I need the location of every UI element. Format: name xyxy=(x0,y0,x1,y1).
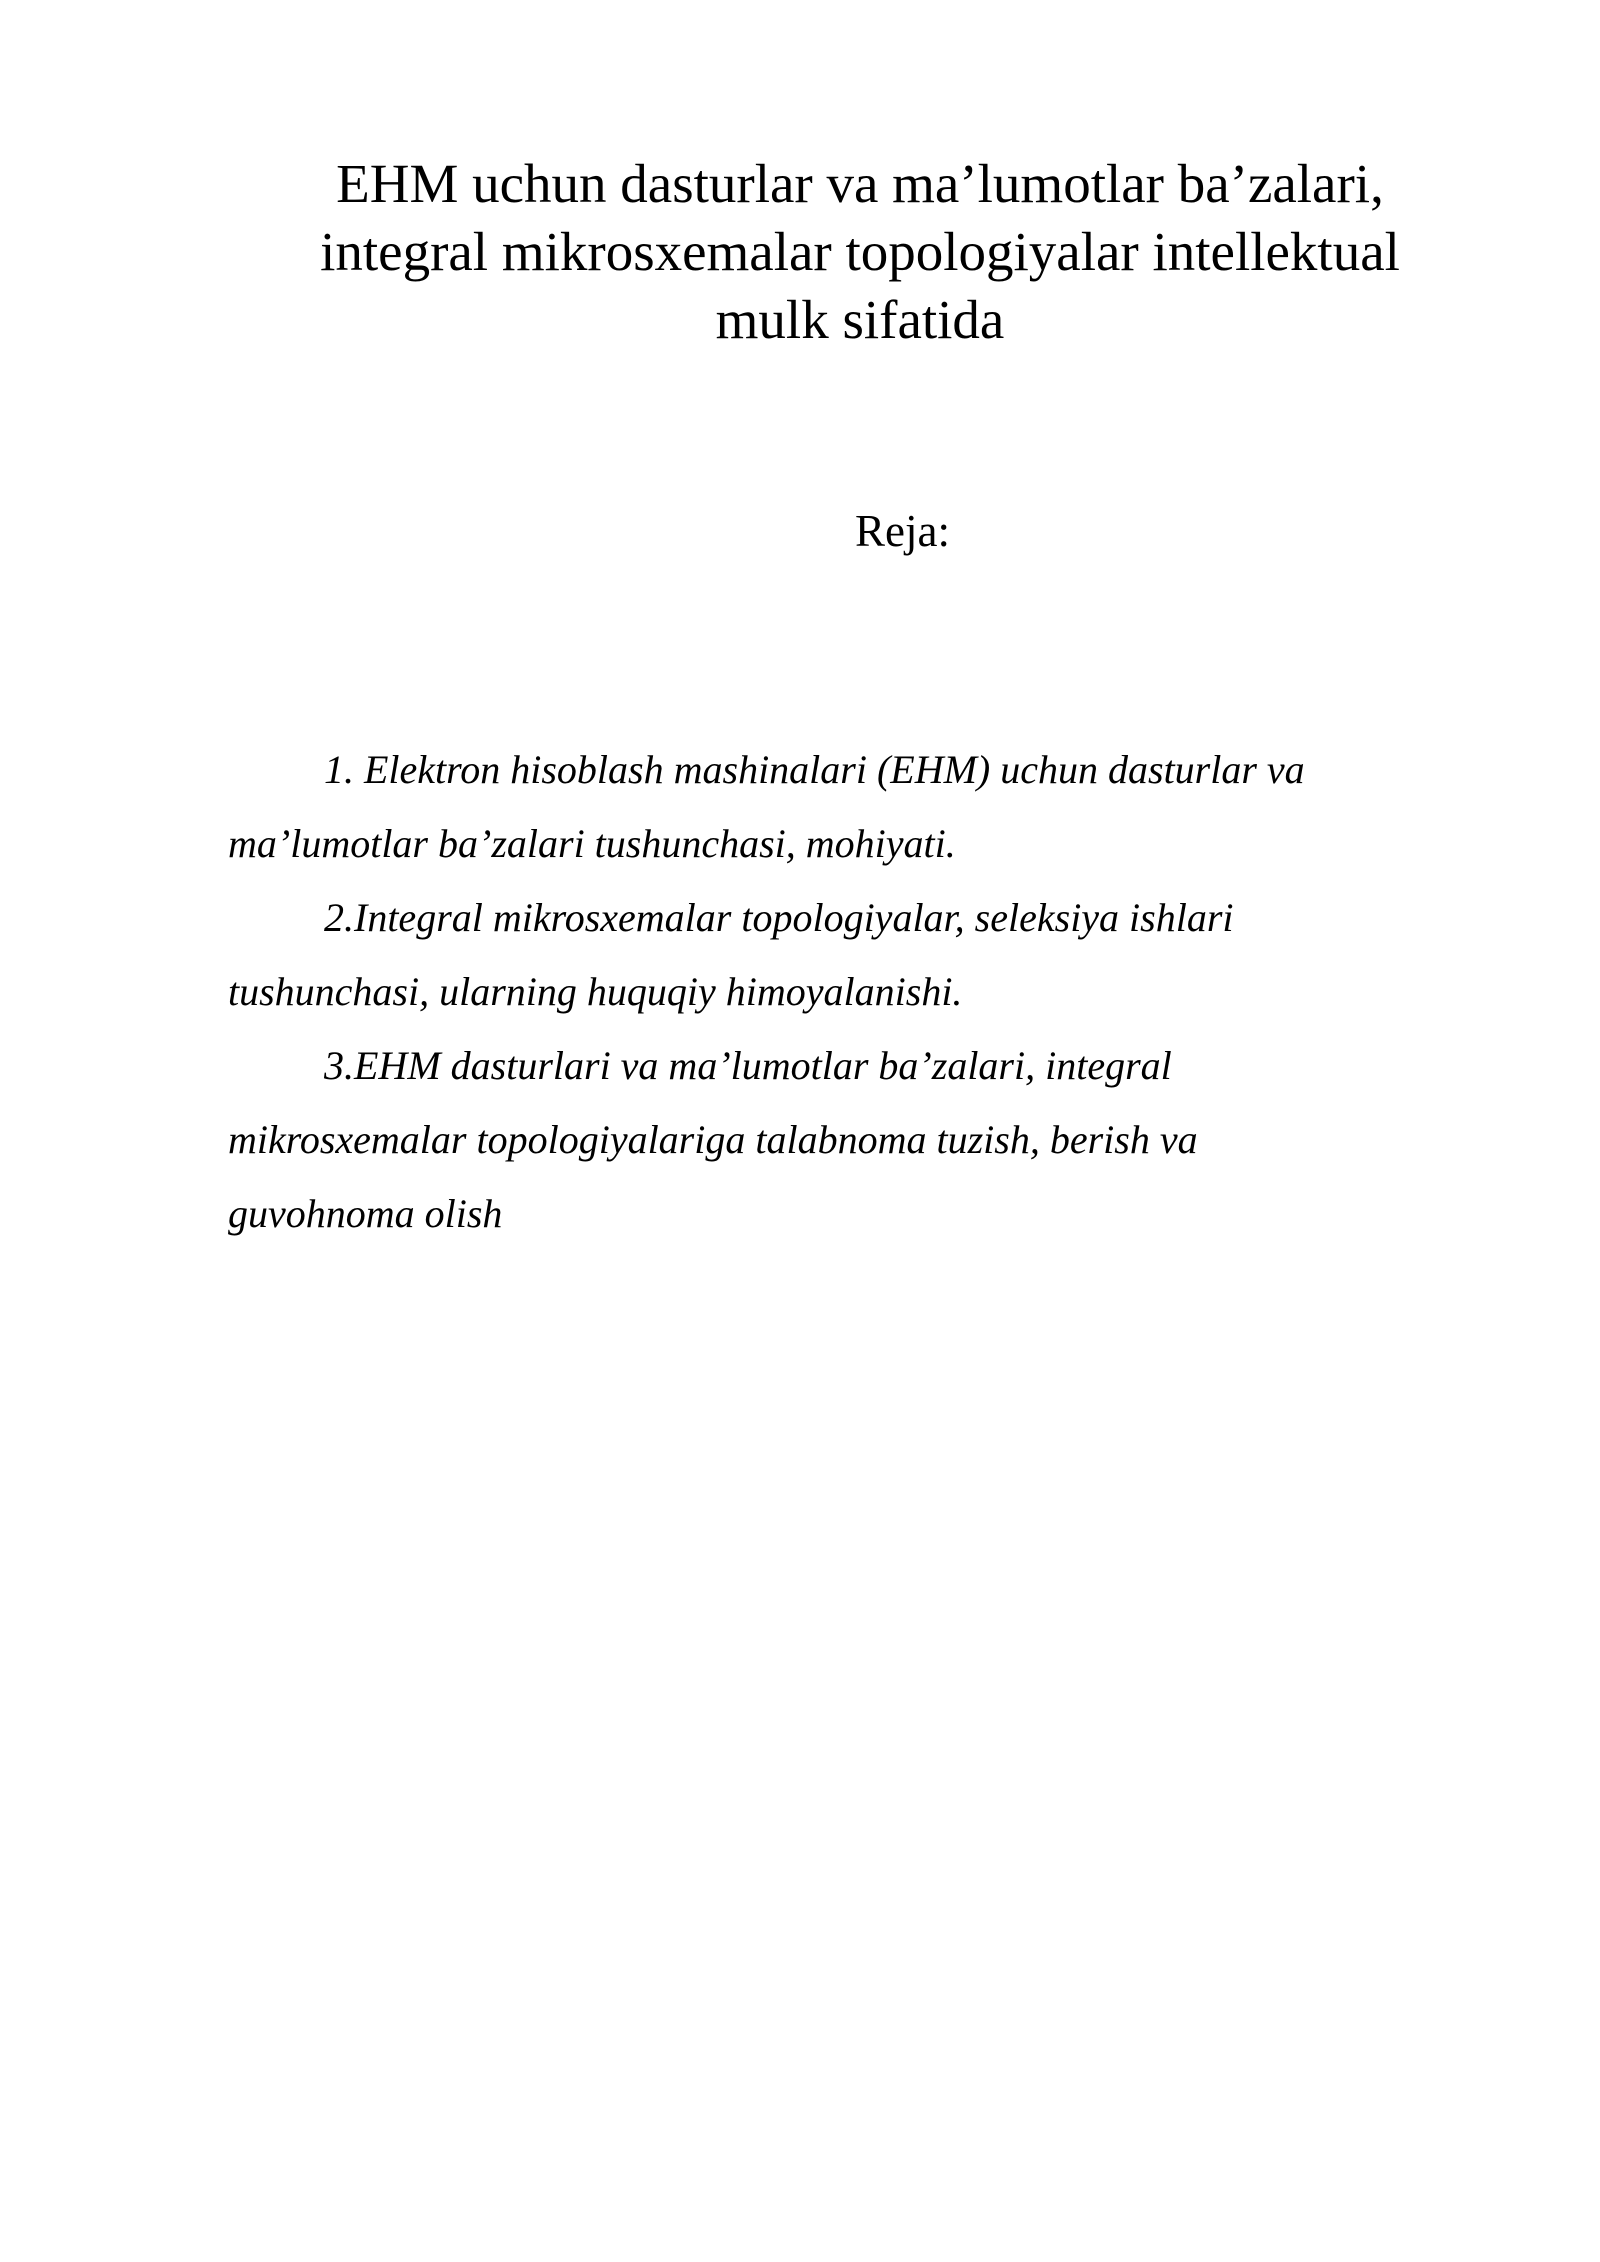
plan-item-3 xyxy=(228,1029,1428,1251)
plan-item-3-line-2: mikrosxemalar topologiyalariga talabnoma tuzish, berish va xyxy=(228,1117,1198,1162)
plan-item-2-line-2: tushunchasi, ularning huquqiy himoyalanishi. xyxy=(228,969,963,1014)
plan-item-1-line-1: 1. Elektron hisoblash mashinalari (EHM) uchun dasturlar va xyxy=(324,747,1305,792)
document-title-line-1: EHM uchun dasturlar va ma’lumotlar ba’zalari, xyxy=(336,153,1384,214)
plan-item-3-line-3: guvohnoma olish xyxy=(228,1191,503,1236)
plan-item-2-line-1: 2.Integral mikrosxemalar topologiyalar, seleksiya ishlari xyxy=(324,895,1234,940)
plan-item-3-line-1: 3.EHM dasturlari va ma’lumotlar ba’zalari, integral xyxy=(324,1043,1172,1088)
plan-heading: Reja: xyxy=(855,506,950,556)
document-title-line-3: mulk sifatida xyxy=(715,289,1005,350)
document-title-line-2: integral mikrosxemalar topologiyalar intellektual xyxy=(320,221,1400,282)
plan-item-2 xyxy=(228,881,1428,1029)
plan-item-1-line-2: ma’lumotlar ba’zalari tushunchasi, mohiyati. xyxy=(228,821,956,866)
plan-list xyxy=(228,733,1428,1251)
document-title xyxy=(230,150,1490,354)
plan-item-1 xyxy=(228,733,1428,881)
